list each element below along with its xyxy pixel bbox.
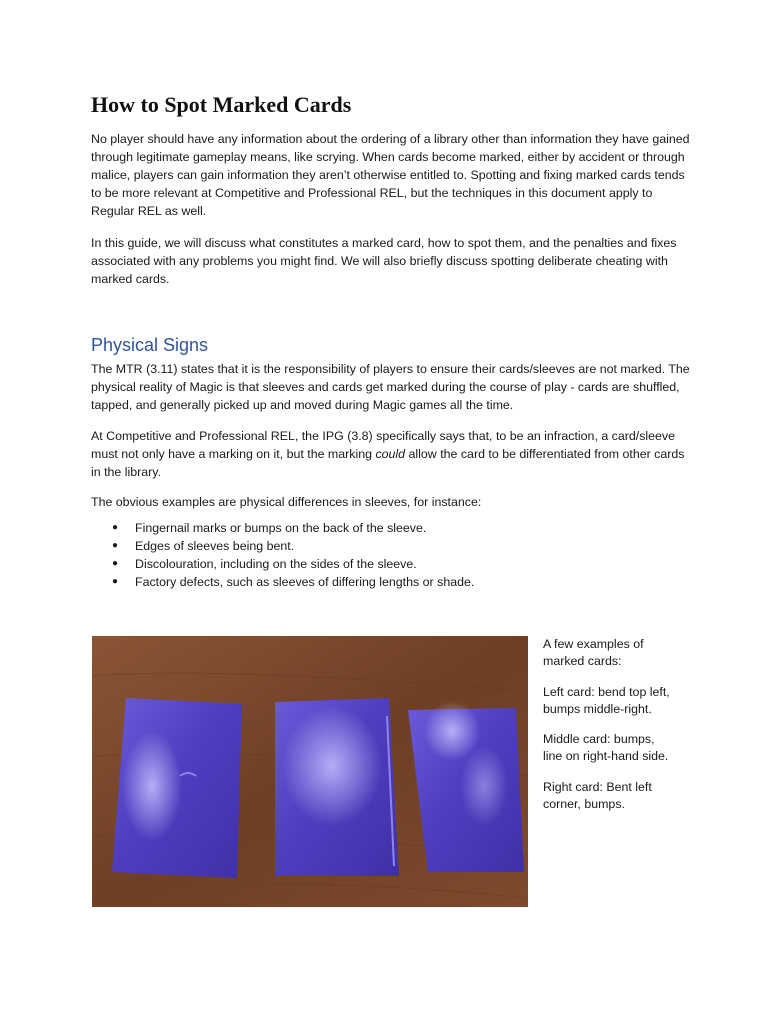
- photo-caption-left-card: Left card: bend top left, bumps middle-right.: [543, 685, 670, 716]
- sleeves-photo-graphic: [92, 636, 528, 907]
- page-title: How to Spot Marked Cards: [91, 92, 352, 117]
- paragraph-2-text-a: At Competitive and Professional REL, the IPG (3.8) specifically says that, to be an infraction, a card/sleeve must not only have a marking on it, but the marking: [91, 429, 676, 461]
- intro-paragraph-1: No player should have any information about the ordering of a library other than information they have gained through legitimate gameplay means, like scrying. When cards become marked, either by accident or through malice, players can gain information they aren’t otherwise entitled to. Spotting and fixing marked cards tends to be more relevant at Competitive and Professional REL, but the techniques in this document apply to Regular REL as well.: [91, 132, 690, 218]
- list-item: ● Fingernail marks or bumps on the back of the sleeve.: [112, 521, 427, 535]
- section-paragraph-3: The obvious examples are physical differences in sleeves, for instance:: [91, 495, 482, 509]
- bullet-icon: ●: [112, 576, 119, 587]
- photo-caption-intro: A few examples of marked cards:: [543, 637, 644, 668]
- list-item: ● Discolouration, including on the sides of the sleeve.: [112, 557, 417, 571]
- bullet-icon: ●: [112, 540, 119, 551]
- left-sleeve: [112, 698, 242, 878]
- section-heading: Physical Signs: [91, 335, 209, 355]
- section-paragraph-1: The MTR (3.11) states that it is the responsibility of players to ensure their cards/sleeves are not marked. The physical reality of Magic is that sleeves and cards get marked during the course of play - cards are shuffled, tapped, and generally picked up and moved during Magic games all the time.: [91, 362, 690, 412]
- bullet-icon: ●: [112, 558, 119, 569]
- list-item: ● Edges of sleeves being bent.: [112, 539, 295, 553]
- middle-sleeve: [275, 698, 399, 876]
- intro-paragraph-2: In this guide, we will discuss what constitutes a marked card, how to spot them, and the penalties and fixes associated with any problems you might find. We will also briefly discuss spotting deliberate cheating with marked cards.: [91, 236, 677, 286]
- marked-sleeves-photo: [92, 636, 528, 907]
- marking-examples-list: [91, 519, 474, 591]
- right-sleeve: [408, 701, 524, 872]
- list-item: ● Factory defects, such as sleeves of differing lengths or shade.: [112, 575, 475, 589]
- bullet-icon: ●: [112, 522, 119, 533]
- photo-caption-middle-card: Middle card: bumps, line on right-hand side.: [543, 732, 669, 763]
- photo-caption-right-card: Right card: Bent left corner, bumps.: [543, 780, 652, 811]
- emphasis-could: could: [375, 447, 406, 461]
- paragraph-2-text-b: allow the card to be differentiated from other cards in the library.: [91, 447, 685, 479]
- section-paragraph-2: [91, 427, 691, 481]
